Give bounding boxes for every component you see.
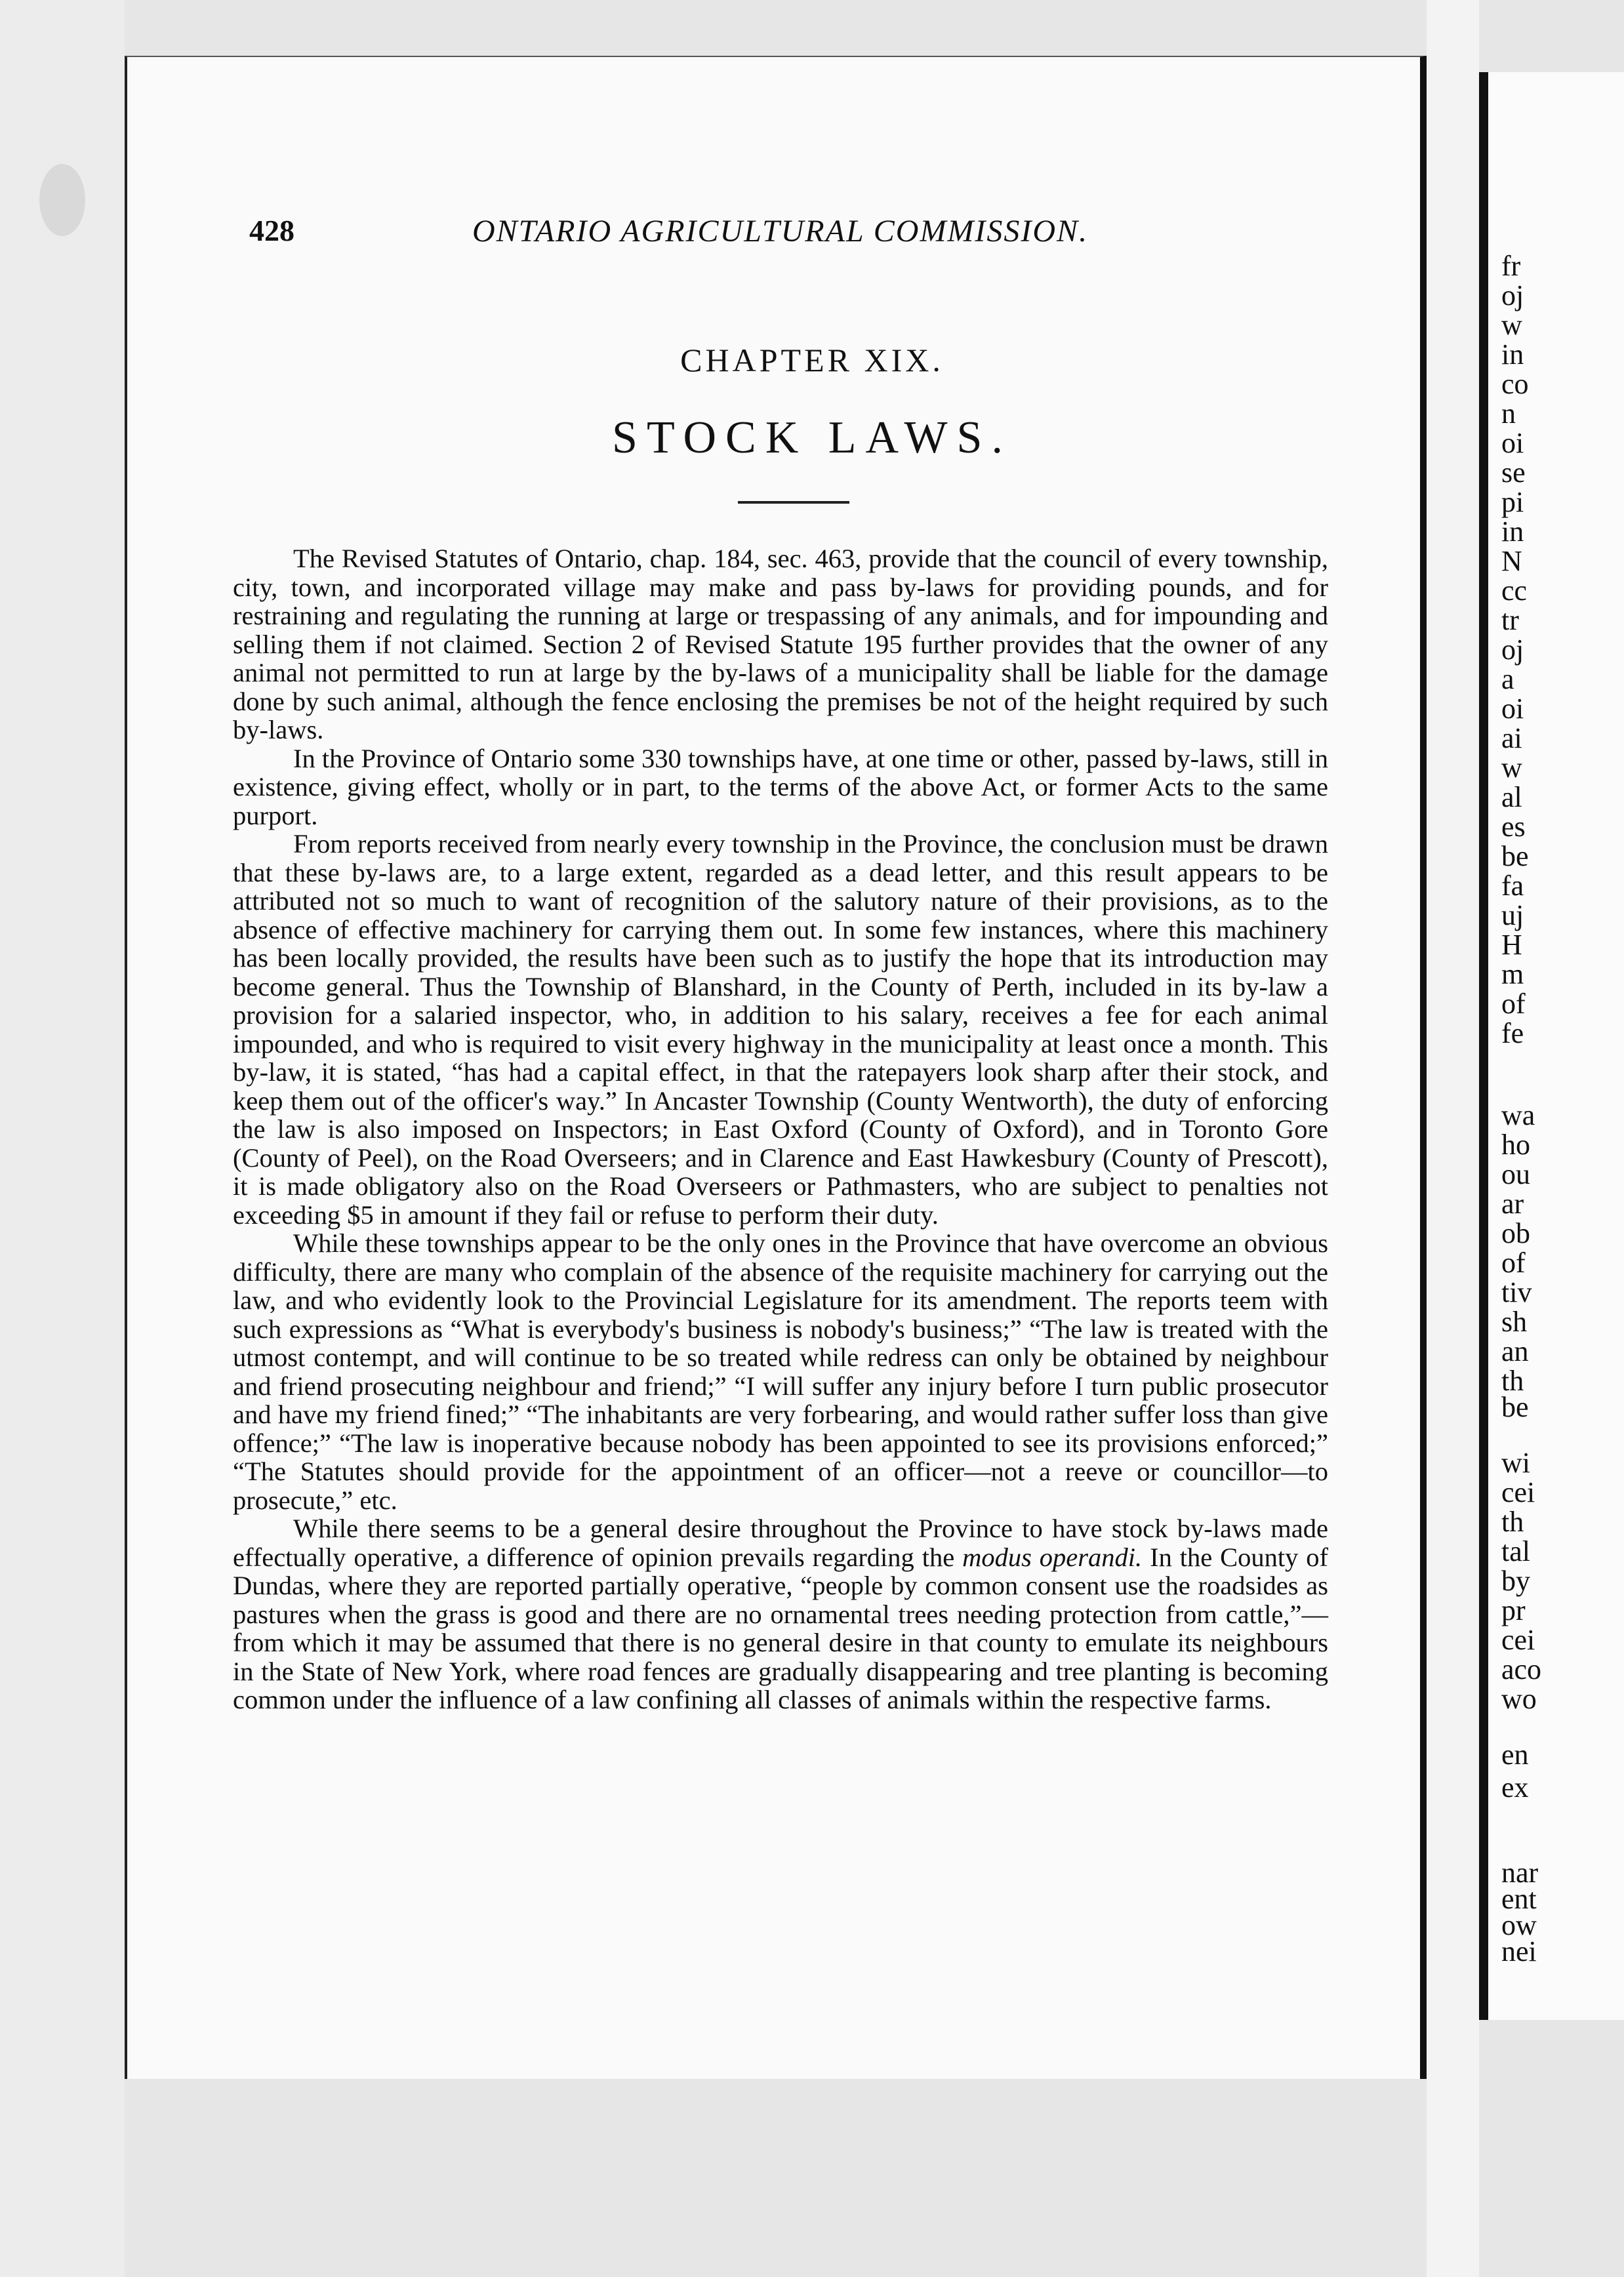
paragraph-text: While there seems to be a general desire throughout the Province to have stock by-laws made effectually operative, a difference of opinion prevails regarding the xyxy=(233,1514,1328,1572)
next-page-fragment: of xyxy=(1501,988,1526,1020)
next-page-fragment: an xyxy=(1501,1335,1529,1367)
next-page-fragment: oi xyxy=(1501,693,1524,725)
next-page-fragment: se xyxy=(1501,456,1526,489)
next-page-fragment: nar xyxy=(1501,1857,1539,1889)
next-page-fragment: of xyxy=(1501,1247,1526,1279)
next-page-fragment: be xyxy=(1501,1391,1529,1423)
chapter-number: CHAPTER XIX. xyxy=(680,342,944,378)
next-page-fragment: uj xyxy=(1501,899,1524,931)
next-page-fragment: tiv xyxy=(1501,1276,1532,1308)
next-page-fragment: tr xyxy=(1501,604,1519,636)
next-page-fragment: fe xyxy=(1501,1017,1524,1049)
paragraph-text: In the County of Dundas, where they are reported partially operative, “people by common consent use the roadsides as pastures when the grass is good and there are no ornamental trees needing protection from cattle,”—from which it may be assumed that there is no general desire in that county to emulate its neighbours in the State of New York, where road fences are gradually disappearing and tree planting is becoming common under the influence of a law confining all classes of animals within the respective farms. xyxy=(233,1542,1329,1714)
running-title: ONTARIO AGRICULTURAL COMMISSION. xyxy=(472,214,1089,249)
next-page-fragment: cc xyxy=(1501,574,1528,607)
next-page-fragment: H xyxy=(1501,929,1522,961)
next-page-fragment: ow xyxy=(1501,1909,1537,1941)
title-rule xyxy=(738,501,849,504)
next-page-fragment: tal xyxy=(1501,1535,1530,1567)
paragraph: While these townships appear to be the only ones in the Province that have overcome an obvious difficulty, there are many who complain of the absence of the requisite machinery for carrying out the law, and who evidently look to the Provincial Legislature for its amendment. The reports teem with such expressions as “What is everybody's business is nobody's business;” “The law is treated with the utmost contempt, and will continue to be so treated while redress can only be obtained by neighbour and friend prosecuting neighbour and friend;” “I will suffer any injury before I turn public prosecutor and have my friend fined;” “The inhabitants are very forbearing, and would rather suffer loss than give offence;” “The law is inoperative because nobody has been appointed to see its provisions enforced;” “The Statutes should provide for the appointment of an officer—not a reeve or councillor—to prosecute,” etc. xyxy=(233,1228,1328,1515)
next-page-fragment: ent xyxy=(1501,1883,1537,1915)
paragraph: The Revised Statutes of Ontario, chap. 184, sec. 463, provide that the council of every township, city, town, and incorporated village may make and pass by-laws for providing pounds, and for restraining and regulating the running at large or trespassing of any animals, and for impounding and selling them if not claimed. Section 2 of Revised Statute 195 further provides that the owner of any animal not permitted to run at large by the by-laws of a municipality shall be liable for the damage done by such animal, although the fence enclosing the premises be not of the height required by such by-laws. xyxy=(233,544,1328,744)
chapter-title: STOCK LAWS. xyxy=(612,413,1012,463)
next-page-fragment: en xyxy=(1501,1739,1529,1771)
next-page-fragment: aco xyxy=(1501,1653,1542,1685)
chapter-body xyxy=(233,544,1328,1714)
next-page-fragment: be xyxy=(1501,840,1529,872)
next-page-fragment: ob xyxy=(1501,1217,1530,1249)
next-page-fragment: fr xyxy=(1501,250,1521,282)
next-page-fragment: ai xyxy=(1501,722,1522,754)
scan-speck xyxy=(39,164,85,236)
next-page-fragment: wi xyxy=(1501,1447,1530,1479)
next-page-fragment: al xyxy=(1501,781,1522,813)
next-page-fragment: a xyxy=(1501,663,1514,695)
next-page-fragment: oj xyxy=(1501,634,1524,666)
next-page-fragment: oi xyxy=(1501,427,1524,459)
next-page-fragment: w xyxy=(1501,752,1522,784)
next-page-fragment: fa xyxy=(1501,870,1524,902)
next-page-fragment: pr xyxy=(1501,1594,1526,1626)
paragraph: From reports received from nearly every township in the Province, the conclusion must be drawn that these by-laws are, to a large extent, regarded as a dead letter, and this result appears to be attributed not so much to want of recognition of the salutory nature of their provisions, as to the absence of effective machinery for carrying them out. In some few instances, where this machinery has been locally provided, the results have been such as to justify the hope that its introduction may become general. Thus the Township of Blanshard, in the County of Perth, included in its by-law a provision for a salaried inspector, who, in addition to his salary, receives a fee for each animal impounded, and who is required to visit every highway in the municipality at least once a month. This by-law, it is stated, “has had a capital effect, in that the ratepayers look sharp after their stock, and keep them out of the officer's way.” In Ancaster Township (County Wentworth), the duty of enforcing the law is also imposed on Inspectors; in East Oxford (County of Oxford), and in Toronto Gore (County of Peel), on the Road Overseers; and in Clarence and East Hawkesbury (County of Prescott), it is made obligatory also on the Road Overseers or Pathmasters, who are subject to penalties not exceeding $5 in amount if they fail or refuse to perform their duty. xyxy=(233,829,1328,1230)
next-page-fragment: N xyxy=(1501,545,1522,577)
next-page-fragment: by xyxy=(1501,1565,1530,1597)
next-page-fragment: wo xyxy=(1501,1683,1537,1715)
next-page-fragment: th xyxy=(1501,1506,1524,1538)
next-page-fragment: in xyxy=(1501,338,1524,371)
next-page-fragment: pi xyxy=(1501,486,1524,518)
next-page-fragment: ex xyxy=(1501,1771,1529,1803)
next-page-fragment: ho xyxy=(1501,1129,1530,1161)
page-number: 428 xyxy=(249,214,294,247)
next-page-fragment: ar xyxy=(1501,1188,1524,1220)
italic-phrase: modus operandi. xyxy=(962,1542,1143,1572)
paragraph: In the Province of Ontario some 330 townships have, at one time or other, passed by-laws, still in existence, giving effect, wholly or in part, to the terms of the above Act, or former Acts to the same purport. xyxy=(233,743,1328,830)
next-page-fragment: in xyxy=(1501,515,1524,548)
next-page-fragment: oj xyxy=(1501,279,1524,312)
next-page-fragment: cei xyxy=(1501,1624,1535,1656)
page-header xyxy=(249,213,1128,252)
next-page-fragment: sh xyxy=(1501,1306,1528,1338)
next-page-fragment: m xyxy=(1501,958,1524,990)
next-page-fragment: w xyxy=(1501,309,1522,341)
next-page-fragment: cei xyxy=(1501,1476,1535,1508)
next-page-fragment: th xyxy=(1501,1365,1524,1397)
next-page-fragment: n xyxy=(1501,397,1516,430)
next-page-fragment: wa xyxy=(1501,1099,1535,1131)
next-page-fragment: es xyxy=(1501,811,1526,843)
paragraph xyxy=(233,1514,1328,1714)
next-page-fragment: ou xyxy=(1501,1158,1530,1190)
next-page-fragment: nei xyxy=(1501,1935,1537,1967)
next-page-fragment: co xyxy=(1501,368,1529,400)
